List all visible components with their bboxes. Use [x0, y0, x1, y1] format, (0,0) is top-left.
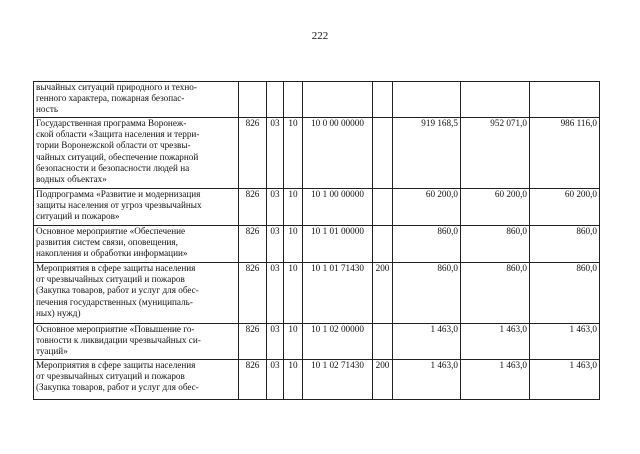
- year3-cell: [530, 82, 600, 118]
- pr-cell: 10: [284, 263, 303, 324]
- year2-cell: 952 071,0: [461, 118, 530, 189]
- pr-cell: 10: [284, 226, 303, 263]
- table-row: [34, 226, 600, 263]
- year1-cell: 860,0: [393, 263, 461, 324]
- table-row: [34, 263, 600, 324]
- year1-cell: 1 463,0: [393, 324, 461, 360]
- year3-cell: 1 463,0: [530, 360, 600, 400]
- vr-cell: [373, 189, 393, 226]
- csr-cell: 10 1 02 00000: [303, 324, 373, 360]
- vr-cell: [373, 118, 393, 189]
- rz-cell: 03: [267, 226, 284, 263]
- pr-cell: 10: [284, 118, 303, 189]
- year1-cell: 1 463,0: [393, 360, 461, 400]
- year2-cell: 860,0: [461, 226, 530, 263]
- gr-cell: 826: [239, 118, 267, 189]
- gr-cell: [239, 82, 267, 118]
- year2-cell: 60 200,0: [461, 189, 530, 226]
- year1-cell: 60 200,0: [393, 189, 461, 226]
- row-name-cell: Основное мероприятие «Обеспечение развития систем связи, оповещения, накопления и обработки информации»: [34, 226, 239, 263]
- pr-cell: [284, 82, 303, 118]
- row-name-cell: Мероприятия в сфере защиты населения от чрезвычайных ситуаций и пожаров (Закупка товаров, работ и услуг для обес-: [34, 360, 239, 400]
- gr-cell: 826: [239, 263, 267, 324]
- year3-cell: 860,0: [530, 226, 600, 263]
- vr-cell: 200: [373, 360, 393, 400]
- csr-cell: 10 1 01 71430: [303, 263, 373, 324]
- csr-cell: 10 1 01 00000: [303, 226, 373, 263]
- year2-cell: 1 463,0: [461, 360, 530, 400]
- rz-cell: 03: [267, 324, 284, 360]
- table-row: [34, 360, 600, 400]
- vr-cell: 200: [373, 263, 393, 324]
- pr-cell: 10: [284, 360, 303, 400]
- year3-cell: 1 463,0: [530, 324, 600, 360]
- row-name-cell: Основное мероприятие «Повышение го- товности к ликвидации чрезвычайных си- туаций»: [34, 324, 239, 360]
- pr-cell: 10: [284, 189, 303, 226]
- gr-cell: 826: [239, 226, 267, 263]
- rz-cell: 03: [267, 118, 284, 189]
- pr-cell: 10: [284, 324, 303, 360]
- gr-cell: 826: [239, 360, 267, 400]
- csr-cell: 10 0 00 00000: [303, 118, 373, 189]
- page-number: 222: [311, 30, 329, 42]
- year2-cell: [461, 82, 530, 118]
- rz-cell: 03: [267, 360, 284, 400]
- vr-cell: [373, 324, 393, 360]
- csr-cell: [303, 82, 373, 118]
- row-name-cell: Государственная программа Воронеж- ской области «Защита населения и терри- тории Воронежской области от чрезвы- чайных ситуаций, обеспечение пожарной безопасности и безопасности людей на водных объектах»: [34, 118, 239, 189]
- rz-cell: 03: [267, 189, 284, 226]
- year3-cell: 860,0: [530, 263, 600, 324]
- budget-table: [33, 81, 600, 400]
- row-name-cell: вычайных ситуаций природного и техно- генного характера, пожарная безопас- ность: [34, 82, 239, 118]
- year1-cell: [393, 82, 461, 118]
- gr-cell: 826: [239, 324, 267, 360]
- year2-cell: 860,0: [461, 263, 530, 324]
- table-row: [34, 189, 600, 226]
- year2-cell: 1 463,0: [461, 324, 530, 360]
- year3-cell: 60 200,0: [530, 189, 600, 226]
- table-row: [34, 82, 600, 118]
- rz-cell: [267, 82, 284, 118]
- vr-cell: [373, 82, 393, 118]
- rz-cell: 03: [267, 263, 284, 324]
- table-row: [34, 324, 600, 360]
- gr-cell: 826: [239, 189, 267, 226]
- year1-cell: 860,0: [393, 226, 461, 263]
- year1-cell: 919 168,5: [393, 118, 461, 189]
- row-name-cell: Подпрограмма «Развитие и модернизация защиты населения от угроз чрезвычайных ситуаций и пожаров»: [34, 189, 239, 226]
- year3-cell: 986 116,0: [530, 118, 600, 189]
- csr-cell: 10 1 02 71430: [303, 360, 373, 400]
- row-name-cell: Мероприятия в сфере защиты населения от чрезвычайных ситуаций и пожаров (Закупка товаров, работ и услуг для обес- печения государственных (муниципаль- ных) нужд): [34, 263, 239, 324]
- csr-cell: 10 1 00 00000: [303, 189, 373, 226]
- vr-cell: [373, 226, 393, 263]
- table-row: [34, 118, 600, 189]
